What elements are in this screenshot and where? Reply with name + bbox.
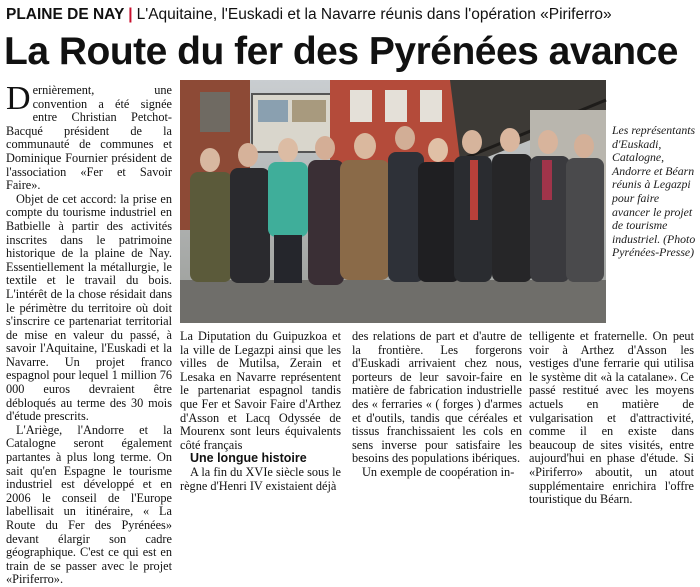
article-column-2 [180,329,341,493]
article-kicker [6,6,696,28]
group-photo [180,80,606,323]
article-paragraph: A la fin du XVIe siècle sous le règne d'Henri IV existaient déjà [180,464,341,493]
photo-caption: Les représentants d'Euskadi, Catalogne, Andorre et Béarn réunis à Legazpi pour faire avancer le projet de tourisme industriel. (Photo Pyrénées-Presse) [612,123,696,260]
article-headline: La Route du fer des Pyrénées avance [4,30,678,73]
kicker-text: L'Aquitaine, l'Euskadi et la Navarre réunis dans l'opération «Piriferro» [136,6,612,23]
drop-cap: D [6,80,31,117]
article-column-4 [529,329,694,507]
article-column-1 [6,80,172,587]
article-subheading: Une longue histoire [190,451,307,466]
article-paragraph: Un exemple de coopération in- [362,464,515,479]
article-paragraph: telligente et fraternelle. On peut voir à Arthez d'Asson les vestiges d'une ferrarie qui utilisa le système dit «à la catalane». Ce passé restitué avec les moyens actuels en matière de vulgarisation et d'attractivité, comme il en existe dans beaucoup de sites visités, entre aujourd'hui en phase d'étude. Si «Piriferro» aboutit, un atout supplémentaire enrichira l'offre touristique du Béarn. [529,329,694,507]
kicker-separator: | [128,6,133,23]
article-paragraph: Objet de cet accord: la prise en compte du tourisme industriel en Batbielle à partir des activités inscrites dans le patrimoine historique de la plaine de Nay. Essentiellement la métallurgie, le textile et le travail du bois. L'intérêt de la chose résidait dans le périmètre du territoire où doit s'inscrire ce partenariat territorial de mise en valeur du passé, à savoir l'Aquitaine, l'Euskadi et la Navarre. Un projet franco espagnol pour lequel 1 million 76 000 euros devraient être débloqués au terme des 30 mois d'étude prescrits. [6,191,172,424]
article-paragraph: des relations de part et d'autre de la frontière. Les forgerons d'Euskadi arrivaient chez nous, porteurs de leur savoir-faire en matière de fabrication industrielle des « ferraries « ( forges ) d'armes et d'outils, tandis que céréales et tissus franchissaient les cols en sens inverse pour satisfaire les besoins des populations ibériques. [352,329,522,466]
group-photo-illustration [180,80,606,323]
article-column-3 [352,330,522,482]
article-paragraph: L'Ariège, l'Andorre et la Catalogne seront également partantes à plus long terme. On sait qu'en Espagne le tourisme industriel est développé et en 2006 le conseil de l'Europe labellisait un itinéraire, « La Route du Fer des Pyrénées» devant élargir son cadre géographique. C'est ce qui est en train de se passer avec le projet «Piriferro». [6,422,172,587]
paragraph-text: ernièrement, une convention a été signée entre Christian Petchot-Bacqué président de la communauté de communes et Dominique Fournier président de l'association «Fer et Savoir Faire». [6,83,172,193]
article-paragraph: La Diputation du Guipuzkoa et la ville de Legazpi ainsi que les villes de Mutilsa, Zerain et Lesaka en Navarre représentent le partenariat espagnol tandis que Fer et Savoir Faire d'Arthez d'Asson et Lacq Odyssée de Mourenx sont leurs équivalents côté français [180,329,341,452]
article-paragraph [6,80,172,193]
kicker-location: PLAINE DE NAY [6,6,125,23]
